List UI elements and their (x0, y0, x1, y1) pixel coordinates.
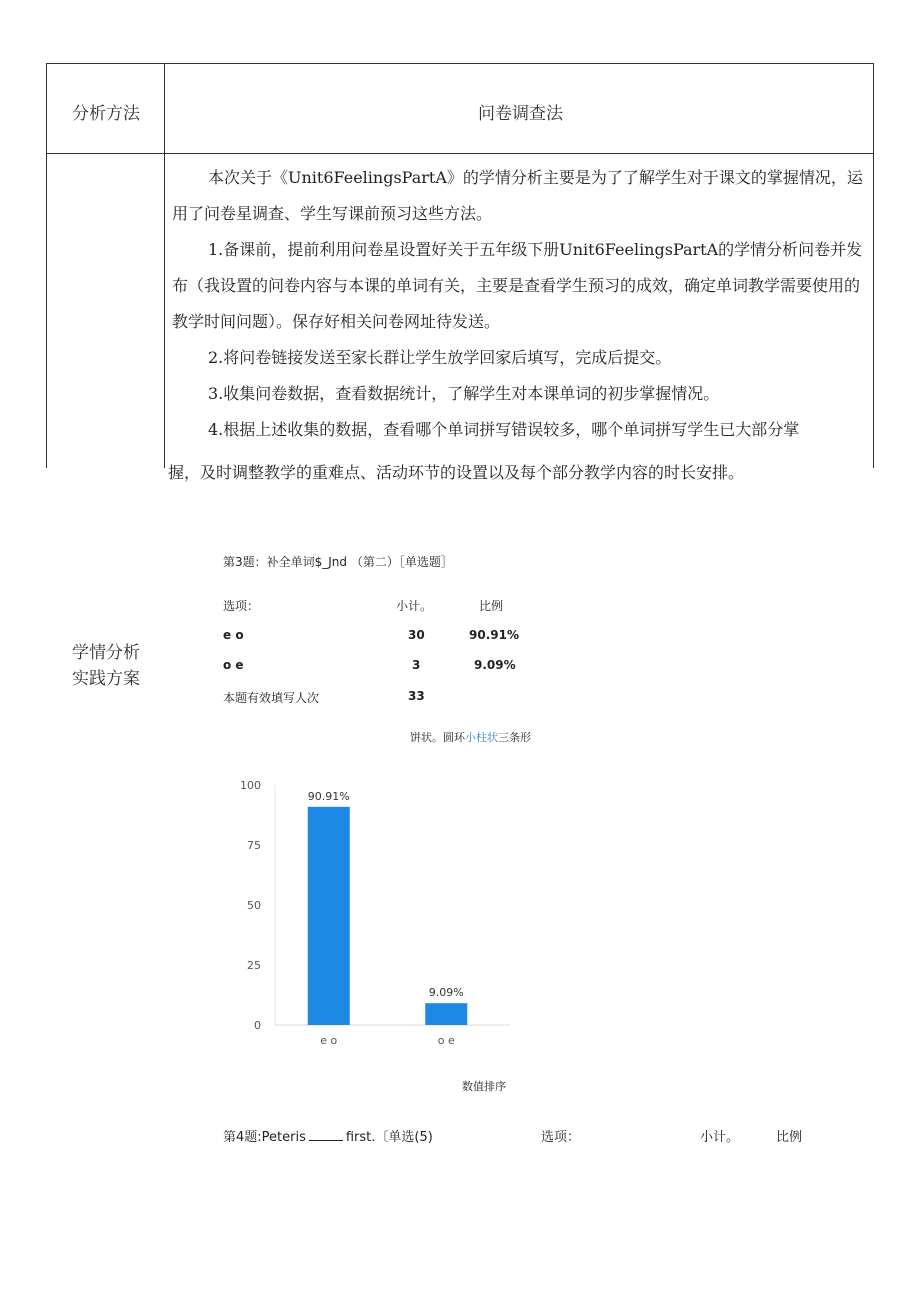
chart-type-text[interactable]: 饼状。圆环 (410, 731, 465, 744)
table-border-middle (164, 63, 165, 468)
q3-row-option: e o (223, 628, 244, 642)
bar-oe (425, 1003, 467, 1025)
q3-header-ratio: 比例 (479, 599, 504, 613)
table-border-top (46, 63, 874, 64)
chart-type-text[interactable]: 三条形 (498, 731, 531, 744)
q3-header-option: 选项： (223, 599, 260, 613)
analysis-method-label: 分析方法 (72, 104, 140, 124)
q4-title-suffix: first.〔单选(5) (345, 1130, 433, 1145)
q3-row-ratio: 9.09% (474, 658, 516, 672)
y-tick-label: 100 (240, 779, 261, 792)
side-label: 学情分析实践方案 (72, 643, 140, 689)
table-border-right (873, 63, 874, 468)
q3-row-count: 30 (408, 628, 425, 642)
q3-total-label: 本题有效填写人次 (223, 691, 320, 705)
paragraph-step-3: 3.收集问卷数据，查看数据统计，了解学生对本课单词的初步掌握情况。 (208, 384, 720, 403)
paragraph-step-4: 4.根据上述收集的数据，查看哪个单词拼写错误较多，哪个单词拼写学生已大部分掌 (208, 420, 800, 439)
answer-blank (309, 1140, 343, 1141)
q4-title-prefix: 第4题:Peteris (223, 1130, 306, 1145)
q4-header-count: 小计。 (700, 1130, 740, 1145)
q3-row-count: 3 (412, 658, 421, 672)
chart-type-switcher (410, 729, 531, 745)
paragraph-step-2: 2.将问卷链接发送至家长群让学生放学回家后填写，完成后提交。 (208, 348, 672, 367)
table-border-row-divider (46, 153, 874, 154)
q3-total-value: 33 (408, 689, 425, 703)
analysis-method-value: 问卷调查法 (478, 104, 563, 124)
y-tick-label: 75 (247, 839, 261, 852)
paragraph-cut-line (168, 456, 868, 482)
q4-header-option: 选项： (541, 1130, 581, 1145)
y-tick-label: 0 (254, 1019, 261, 1032)
bar-data-label: 90.91% (307, 789, 350, 803)
x-tick-label: o e (437, 1034, 455, 1047)
paragraph-intro: 本次关于《Unit6FeelingsPartA》的学情分析主要是为了了解学生对于课文的掌握情况，运用了问卷星调查、学生写课前预习这些方法。 (172, 168, 863, 223)
bar-data-label: 9.09% (428, 986, 464, 1000)
paragraph-step-1: 1.备课前，提前利用问卷星设置好关于五年级下册Unit6FeelingsPartA的学情分析问卷并发布（我设置的问卷内容与本课的单词有关，主要是查看学生预习的成效，确定单词教学需要使用的教学时间问题）。保存好相关问卷网址待发送。 (172, 240, 863, 331)
table-border-left (46, 63, 47, 468)
q3-row-ratio: 90.91% (469, 628, 519, 642)
question-4-title (223, 1126, 433, 1145)
q3-header-count: 小计。 (396, 599, 433, 613)
bar-chart (230, 770, 530, 1060)
chart-type-bar-link[interactable]: 小柱状 (465, 731, 498, 744)
q3-row-option: o e (223, 658, 244, 672)
bar-eo (308, 807, 350, 1025)
sort-by-value-button[interactable]: 数值排序 (462, 1080, 506, 1093)
question-3-title: 第3题：补全单词$_Jnd （第二）［单选题］ (223, 555, 453, 569)
y-tick-label: 50 (247, 899, 261, 912)
x-tick-label: e o (320, 1034, 338, 1047)
y-tick-label: 25 (247, 959, 261, 972)
paragraph-cut-text: 握，及时调整教学的重难点、活动环节的设置以及每个部分教学内容的时长安排。 (168, 463, 745, 482)
q4-header-ratio: 比例 (776, 1130, 803, 1145)
